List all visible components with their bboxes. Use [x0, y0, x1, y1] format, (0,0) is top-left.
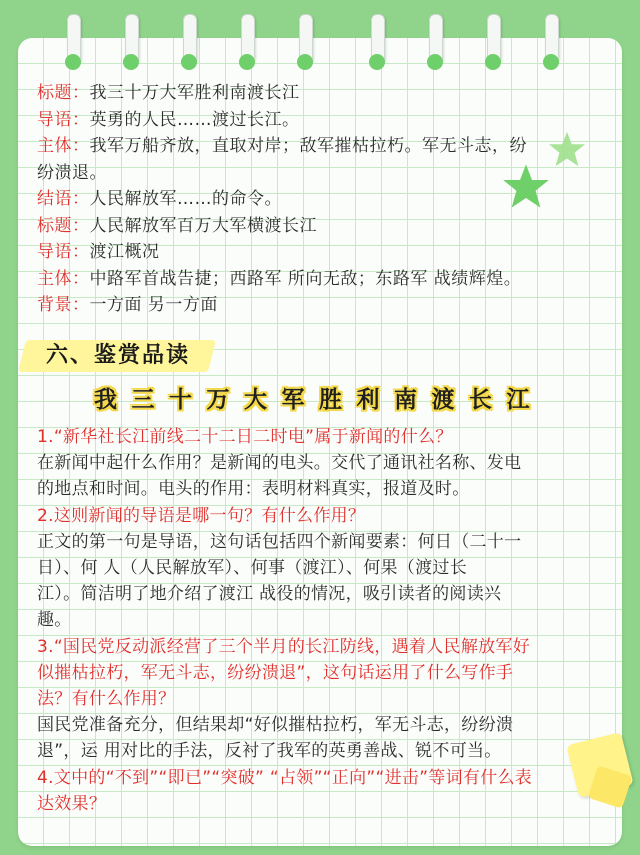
- outline-text: 人民解放军……的命令。: [89, 189, 282, 209]
- question-line: 3.“国民党反动派经营了三个半月的长江防线，遇着人民解放军好: [37, 636, 531, 657]
- outline-row: [37, 239, 609, 266]
- section-heading-text: 六、鉴赏品读: [46, 343, 191, 368]
- question-line: 2.这则新闻的导语是哪一句？有什么作用？: [37, 505, 366, 526]
- answer-line: 趣。: [37, 610, 72, 631]
- ring: [371, 14, 385, 64]
- outline-row: [37, 133, 609, 160]
- section-heading: [22, 336, 212, 376]
- question-line: 似摧枯拉朽，军无斗志，纷纷溃退”，这句话运用了什么写作手: [37, 662, 514, 683]
- outline-row: [37, 80, 609, 107]
- answer-line: 日）、何 人（人民解放军）、何事（渡江）、何果（渡过长: [37, 558, 468, 579]
- outline-row: [37, 213, 609, 240]
- ring: [125, 14, 139, 64]
- outline-label: 结语：: [37, 189, 90, 209]
- outline-row: [37, 292, 609, 319]
- outline-text: 英勇的人民……渡过长江。: [89, 109, 300, 130]
- outline-label: 背景：: [37, 295, 90, 315]
- outline-text: 我军万船齐放，直取对岸；敌军摧枯拉朽。军无斗志，纷: [89, 136, 527, 156]
- ring: [67, 14, 81, 64]
- ring: [299, 14, 313, 64]
- article-title: 我三十万大军胜利南渡长江: [94, 387, 544, 413]
- answer-line: 国民党准备充分，但结果却“好似摧枯拉朽，军无斗志，纷纷溃: [37, 715, 514, 736]
- outline-text: 人民解放军百万大军横渡长江: [89, 215, 317, 236]
- qa-list: [37, 424, 611, 817]
- ring: [429, 14, 443, 64]
- outline-label: 标题：: [37, 83, 90, 103]
- outline-list: [37, 80, 609, 319]
- outline-row: [37, 107, 609, 134]
- outline-text: 渡江概况: [89, 242, 160, 262]
- outline-row: [37, 160, 609, 187]
- ring: [241, 14, 255, 64]
- ring: [487, 14, 501, 64]
- answer-line: 正文的第一句是导语，这句话包括四个新闻要素：何日（二十一: [37, 531, 522, 552]
- outline-text: 一方面 另一方面: [89, 295, 218, 315]
- outline-label: 主体：: [37, 136, 90, 156]
- question-line: 4.文中的“不到”“即已”“突破” “占领”“正向”“进击”等词有什么表: [37, 767, 533, 788]
- outline-row: [37, 266, 609, 293]
- ring: [183, 14, 197, 64]
- answer-line: 在新闻中起什么作用？是新闻的电头。交代了通讯社名称、发电: [37, 453, 522, 474]
- outline-text: 纷溃退。: [37, 162, 107, 183]
- outline-label: 标题：: [37, 215, 90, 236]
- outline-label: 主体：: [37, 268, 90, 289]
- outline-row: [37, 186, 609, 213]
- answer-line: 退”，运 用对比的手法，反衬了我军的英勇善战、锐不可当。: [37, 741, 502, 762]
- question-line: 达效果？: [37, 793, 107, 814]
- question-line: 法？有什么作用？: [37, 689, 176, 710]
- outline-label: 导语：: [37, 109, 90, 130]
- outline-text: 中路军首战告捷；西路军 所向无敌；东路军 战绩辉煌。: [89, 268, 522, 289]
- answer-line: 江）。简洁明了地介绍了渡江 战役的情况，吸引读者的阅读兴: [37, 584, 502, 605]
- outline-label: 导语：: [37, 242, 90, 262]
- ring: [545, 14, 559, 64]
- answer-line: 的地点和时间。电头的作用：表明材料真实，报道及时。: [37, 479, 470, 500]
- outline-text: 我三十万大军胜利南渡长江: [89, 83, 300, 103]
- question-line: 1.“新华社长江前线二十二日二时电”属于新闻的什么？: [37, 427, 453, 447]
